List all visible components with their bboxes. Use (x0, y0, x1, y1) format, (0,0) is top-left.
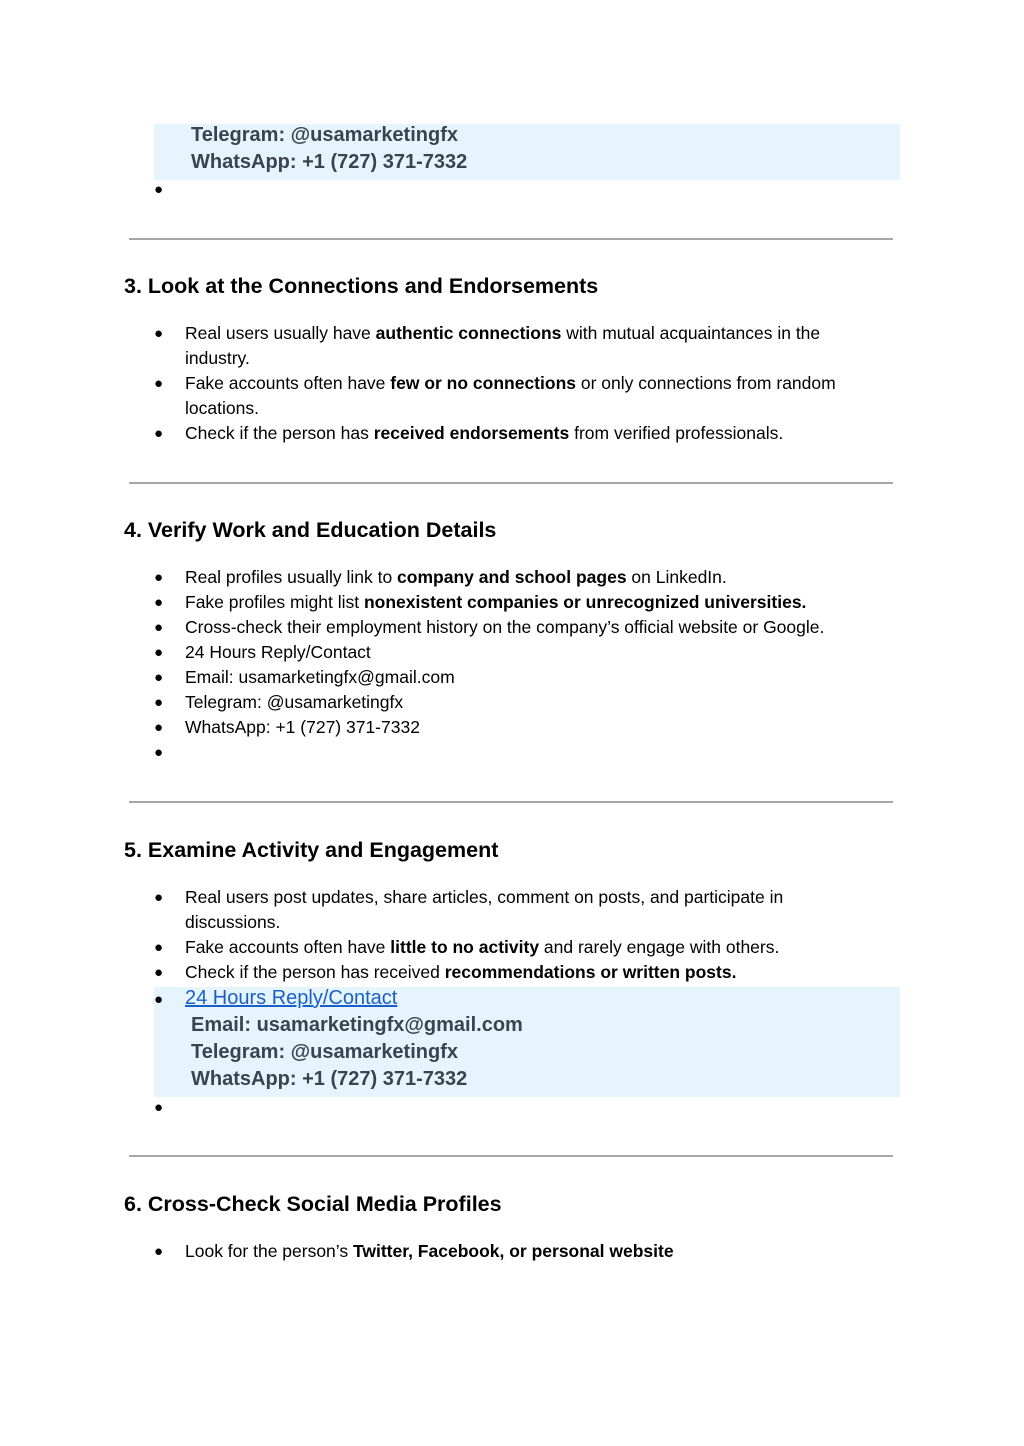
telegram-contact: Telegram: @usamarketingfx (191, 124, 458, 146)
whatsapp-contact: WhatsApp: +1 (727) 371-7332 (191, 151, 468, 173)
divider (129, 1155, 893, 1157)
list-item: Fake accounts often have little to no activity and rarely engage with others. (185, 937, 780, 957)
contact-link[interactable]: 24 Hours Reply/Contact (185, 987, 398, 1009)
bullet: ● (154, 1243, 164, 1260)
section-heading-5: 5. Examine Activity and Engagement (124, 838, 499, 862)
whatsapp-contact: WhatsApp: +1 (727) 371-7332 (191, 1068, 468, 1090)
bullet: ● (154, 719, 164, 736)
list-item-email: Email: usamarketingfx@gmail.com (185, 667, 455, 687)
bullet: ● (154, 619, 164, 636)
bullet: ● (154, 889, 164, 906)
divider (129, 801, 893, 803)
bullet: ● (154, 375, 164, 392)
bullet: ● (154, 991, 164, 1008)
empty-bullet: ● (154, 181, 164, 198)
list-item-whatsapp: WhatsApp: +1 (727) 371-7332 (185, 717, 420, 737)
section-heading-4: 4. Verify Work and Education Details (124, 518, 497, 542)
list-item: Check if the person has received endorsements from verified professionals. (185, 423, 784, 443)
list-item: 24 Hours Reply/Contact (185, 642, 371, 662)
list-item: Fake profiles might list nonexistent companies or unrecognized universities. (185, 592, 807, 612)
telegram-contact: Telegram: @usamarketingfx (191, 1041, 458, 1063)
bullet: ● (154, 669, 164, 686)
divider (129, 238, 893, 240)
list-item: Real profiles usually link to company and school pages on LinkedIn. (185, 567, 727, 587)
section-heading-6: 6. Cross-Check Social Media Profiles (124, 1192, 502, 1216)
list-item: Check if the person has received recommendations or written posts. (185, 962, 737, 982)
bullet: ● (154, 325, 164, 342)
list-item: Fake accounts often have few or no connections or only connections from random locations. (185, 373, 836, 418)
bullet: ● (154, 644, 164, 661)
list-item: Real users post updates, share articles, comment on posts, and participate in discussions. (185, 887, 784, 932)
bullet: ● (154, 694, 164, 711)
bullet: ● (154, 569, 164, 586)
bullet: ● (154, 594, 164, 611)
divider (129, 482, 893, 484)
bullet: ● (154, 425, 164, 442)
bullet: ● (154, 964, 164, 981)
list-item: Real users usually have authentic connections with mutual acquaintances in the industry. (185, 323, 821, 368)
list-item: Look for the person’s Twitter, Facebook, or personal website (185, 1241, 674, 1261)
bullet: ● (154, 939, 164, 956)
list-item-telegram: Telegram: @usamarketingfx (185, 692, 404, 712)
section-heading-3: 3. Look at the Connections and Endorsements (124, 274, 599, 298)
empty-bullet: ● (154, 1099, 164, 1116)
email-contact: Email: usamarketingfx@gmail.com (191, 1014, 523, 1036)
list-item: Cross-check their employment history on the company’s official website or Google. (185, 617, 825, 637)
empty-bullet: ● (154, 744, 164, 761)
